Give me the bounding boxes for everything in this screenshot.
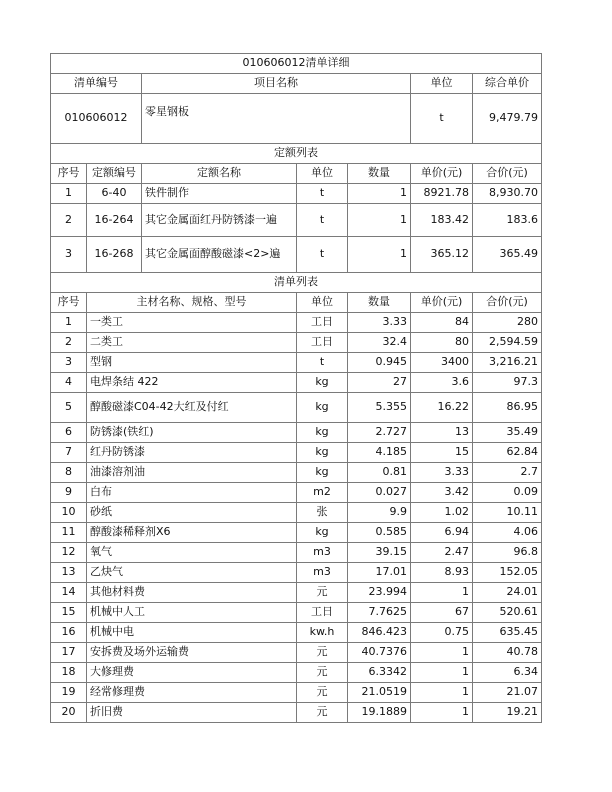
quota-name: 其它金属面醇酸磁漆<2>遍	[142, 237, 297, 273]
bill-no: 2	[51, 333, 87, 353]
quota-row	[51, 184, 542, 204]
bill-qty: 32.4	[348, 333, 411, 353]
bill-qty: 40.7376	[348, 643, 411, 663]
summary-code: 010606012	[51, 94, 142, 144]
quota-header-no: 序号	[51, 164, 87, 184]
bill-no: 12	[51, 543, 87, 563]
bill-qty: 7.7625	[348, 603, 411, 623]
bill-unit: kg	[297, 423, 348, 443]
bill-row	[51, 543, 542, 563]
bill-total: 24.01	[473, 583, 542, 603]
bill-name: 经常修理费	[87, 683, 297, 703]
bill-name: 白布	[87, 483, 297, 503]
bill-no: 13	[51, 563, 87, 583]
bill-no: 10	[51, 503, 87, 523]
bill-name: 一类工	[87, 313, 297, 333]
bill-total: 96.8	[473, 543, 542, 563]
bill-name: 砂纸	[87, 503, 297, 523]
bill-qty: 846.423	[348, 623, 411, 643]
bill-no: 5	[51, 393, 87, 423]
bill-total: 40.78	[473, 643, 542, 663]
bill-qty: 0.81	[348, 463, 411, 483]
bill-row	[51, 333, 542, 353]
bill-name: 折旧费	[87, 703, 297, 723]
quota-total: 365.49	[473, 237, 542, 273]
bill-unit: 元	[297, 643, 348, 663]
quota-no: 2	[51, 204, 87, 237]
bill-name: 醇酸漆稀释剂X6	[87, 523, 297, 543]
bill-total: 86.95	[473, 393, 542, 423]
bill-unit: 元	[297, 663, 348, 683]
bill-price: 1	[411, 703, 473, 723]
bill-header-name: 主材名称、规格、型号	[87, 293, 297, 313]
bill-total: 35.49	[473, 423, 542, 443]
bill-name: 机械中人工	[87, 603, 297, 623]
bill-row	[51, 313, 542, 333]
summary-header-name: 项目名称	[142, 74, 411, 94]
bill-qty: 2.727	[348, 423, 411, 443]
bill-unit: m2	[297, 483, 348, 503]
bill-price: 3400	[411, 353, 473, 373]
bill-row	[51, 623, 542, 643]
quota-price: 365.12	[411, 237, 473, 273]
bill-name: 大修理费	[87, 663, 297, 683]
bill-unit: 元	[297, 703, 348, 723]
summary-row	[51, 94, 542, 144]
bill-qty: 39.15	[348, 543, 411, 563]
bill-total: 10.11	[473, 503, 542, 523]
bill-row	[51, 423, 542, 443]
quota-header-row	[51, 164, 542, 184]
bill-name: 油漆溶剂油	[87, 463, 297, 483]
bill-unit: t	[297, 353, 348, 373]
bill-header-total: 合价(元)	[473, 293, 542, 313]
bill-total: 4.06	[473, 523, 542, 543]
sheet-title: 010606012清单详细	[51, 54, 542, 74]
quota-unit: t	[297, 237, 348, 273]
bill-unit: kg	[297, 393, 348, 423]
bill-price: 3.33	[411, 463, 473, 483]
quota-name: 铁件制作	[142, 184, 297, 204]
bill-name: 其他材料费	[87, 583, 297, 603]
bill-price: 80	[411, 333, 473, 353]
bill-name: 电焊条结 422	[87, 373, 297, 393]
bill-name: 醇酸磁漆C04-42大红及付红	[87, 393, 297, 423]
quota-no: 3	[51, 237, 87, 273]
bill-price: 15	[411, 443, 473, 463]
quota-qty: 1	[348, 204, 411, 237]
quota-name: 其它金属面红丹防锈漆一遍	[142, 204, 297, 237]
bill-total: 152.05	[473, 563, 542, 583]
bill-qty: 6.3342	[348, 663, 411, 683]
bill-name: 乙炔气	[87, 563, 297, 583]
bill-unit: 元	[297, 683, 348, 703]
bill-row	[51, 703, 542, 723]
bill-qty: 4.185	[348, 443, 411, 463]
quota-price: 8921.78	[411, 184, 473, 204]
bill-name: 机械中电	[87, 623, 297, 643]
bill-row	[51, 563, 542, 583]
bill-row	[51, 583, 542, 603]
bill-total: 0.09	[473, 483, 542, 503]
bill-total: 19.21	[473, 703, 542, 723]
bill-price: 1.02	[411, 503, 473, 523]
summary-header-price: 综合单价	[473, 74, 542, 94]
summary-price: 9,479.79	[473, 94, 542, 144]
bill-no: 15	[51, 603, 87, 623]
bill-total: 2,594.59	[473, 333, 542, 353]
quota-qty: 1	[348, 184, 411, 204]
bill-qty: 0.945	[348, 353, 411, 373]
bill-price: 6.94	[411, 523, 473, 543]
bill-price: 0.75	[411, 623, 473, 643]
bill-price: 1	[411, 683, 473, 703]
bill-no: 3	[51, 353, 87, 373]
bill-price: 3.6	[411, 373, 473, 393]
bill-total: 280	[473, 313, 542, 333]
bill-total: 97.3	[473, 373, 542, 393]
bill-unit: kg	[297, 373, 348, 393]
bill-qty: 5.355	[348, 393, 411, 423]
quota-total: 183.6	[473, 204, 542, 237]
quota-header-unit: 单位	[297, 164, 348, 184]
bill-name: 氧气	[87, 543, 297, 563]
bill-qty: 0.027	[348, 483, 411, 503]
bill-price: 1	[411, 643, 473, 663]
bill-row	[51, 643, 542, 663]
bill-name: 防锈漆(铁红)	[87, 423, 297, 443]
bill-row	[51, 523, 542, 543]
bill-unit: m3	[297, 543, 348, 563]
bill-no: 19	[51, 683, 87, 703]
quota-row	[51, 237, 542, 273]
quota-qty: 1	[348, 237, 411, 273]
bill-header-qty: 数量	[348, 293, 411, 313]
bill-price: 84	[411, 313, 473, 333]
bill-price: 1	[411, 663, 473, 683]
bill-header-price: 单价(元)	[411, 293, 473, 313]
bill-no: 16	[51, 623, 87, 643]
bill-header-no: 序号	[51, 293, 87, 313]
bill-total: 2.7	[473, 463, 542, 483]
bill-unit: kg	[297, 523, 348, 543]
bill-price: 2.47	[411, 543, 473, 563]
bill-price: 8.93	[411, 563, 473, 583]
bill-name: 型钢	[87, 353, 297, 373]
bill-detail-table	[50, 53, 542, 723]
bill-total: 6.34	[473, 663, 542, 683]
bill-price: 67	[411, 603, 473, 623]
quota-header-qty: 数量	[348, 164, 411, 184]
bill-no: 17	[51, 643, 87, 663]
bill-unit: 张	[297, 503, 348, 523]
bill-row	[51, 663, 542, 683]
bill-unit: 工日	[297, 313, 348, 333]
quota-header-name: 定额名称	[142, 164, 297, 184]
bill-qty: 27	[348, 373, 411, 393]
summary-header-row	[51, 74, 542, 94]
summary-name: 零星钢板	[142, 94, 411, 144]
bill-price: 3.42	[411, 483, 473, 503]
quota-header-price: 单价(元)	[411, 164, 473, 184]
bill-section-title: 清单列表	[51, 273, 542, 293]
bill-row	[51, 683, 542, 703]
bill-qty: 23.994	[348, 583, 411, 603]
bill-name: 安拆费及场外运输费	[87, 643, 297, 663]
bill-no: 7	[51, 443, 87, 463]
quota-section-row	[51, 144, 542, 164]
bill-no: 20	[51, 703, 87, 723]
quota-unit: t	[297, 204, 348, 237]
quota-section-title: 定额列表	[51, 144, 542, 164]
quota-unit: t	[297, 184, 348, 204]
bill-unit: kw.h	[297, 623, 348, 643]
bill-qty: 21.0519	[348, 683, 411, 703]
bill-no: 8	[51, 463, 87, 483]
bill-name: 红丹防锈漆	[87, 443, 297, 463]
bill-no: 14	[51, 583, 87, 603]
bill-price: 1	[411, 583, 473, 603]
summary-header-code: 清单编号	[51, 74, 142, 94]
quota-code: 16-264	[87, 204, 142, 237]
bill-total: 21.07	[473, 683, 542, 703]
bill-row	[51, 393, 542, 423]
bill-unit: 元	[297, 583, 348, 603]
bill-unit: kg	[297, 463, 348, 483]
bill-row	[51, 353, 542, 373]
bill-row	[51, 503, 542, 523]
quota-price: 183.42	[411, 204, 473, 237]
bill-qty: 0.585	[348, 523, 411, 543]
bill-unit: 工日	[297, 603, 348, 623]
bill-total: 3,216.21	[473, 353, 542, 373]
bill-total: 520.61	[473, 603, 542, 623]
bill-unit: m3	[297, 563, 348, 583]
bill-name: 二类工	[87, 333, 297, 353]
bill-qty: 9.9	[348, 503, 411, 523]
bill-price: 16.22	[411, 393, 473, 423]
bill-row	[51, 483, 542, 503]
bill-row	[51, 373, 542, 393]
title-row	[51, 54, 542, 74]
bill-row	[51, 463, 542, 483]
quota-total: 8,930.70	[473, 184, 542, 204]
bill-detail-sheet	[50, 53, 541, 723]
quota-no: 1	[51, 184, 87, 204]
bill-no: 9	[51, 483, 87, 503]
bill-unit: kg	[297, 443, 348, 463]
bill-qty: 17.01	[348, 563, 411, 583]
quota-code: 6-40	[87, 184, 142, 204]
bill-no: 6	[51, 423, 87, 443]
summary-header-unit: 单位	[411, 74, 473, 94]
bill-qty: 19.1889	[348, 703, 411, 723]
bill-total: 635.45	[473, 623, 542, 643]
summary-unit: t	[411, 94, 473, 144]
bill-row	[51, 443, 542, 463]
bill-no: 4	[51, 373, 87, 393]
bill-price: 13	[411, 423, 473, 443]
quota-header-total: 合价(元)	[473, 164, 542, 184]
bill-header-unit: 单位	[297, 293, 348, 313]
quota-code: 16-268	[87, 237, 142, 273]
bill-header-row	[51, 293, 542, 313]
quota-header-code: 定额编号	[87, 164, 142, 184]
bill-unit: 工日	[297, 333, 348, 353]
quota-row	[51, 204, 542, 237]
bill-row	[51, 603, 542, 623]
bill-no: 18	[51, 663, 87, 683]
bill-section-row	[51, 273, 542, 293]
bill-no: 1	[51, 313, 87, 333]
bill-total: 62.84	[473, 443, 542, 463]
bill-no: 11	[51, 523, 87, 543]
bill-qty: 3.33	[348, 313, 411, 333]
